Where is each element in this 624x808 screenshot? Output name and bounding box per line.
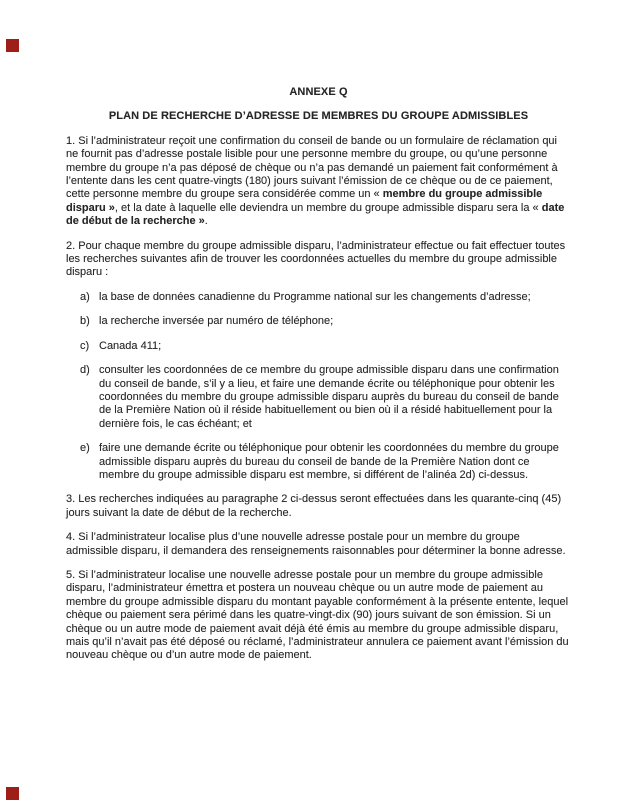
list-item [66,340,571,353]
paragraph-3: 3. Les recherches indiquées au paragraphe 2 ci-dessus seront effectuées dans les quarante-cinq (45) jours suivant la date de début de la recherche. [66,493,562,519]
document-heading: ANNEXE Q [289,86,348,98]
document-subheading: PLAN DE RECHERCHE D’ADRESSE DE MEMBRES DU GROUPE ADMISSIBLES [108,110,529,123]
address-search-list [66,291,571,482]
list-item-text: faire une demande écrite ou téléphonique pour obtenir les coordonnées du membre du groupe admissible disparu auprès du bureau du conseil de bande de la Première Nation dont ce membre du groupe admissible disparu est membre, si différent de l’alinéa 2d) ci-dessus. [99,442,559,481]
paragraph-4: 4. Si l’administrateur localise plus d’une nouvelle adresse postale pour un membre du groupe admissible disparu, il demandera des renseignements raisonnables pour déterminer la bonne adresse. [66,531,566,557]
scan-mark-bottom-left [6,787,19,800]
list-item-text: consulter les coordonnées de ce membre du groupe admissible disparu dans une confirmation du conseil de bande, s’il y a lieu, et faire une demande écrite ou téléphonique pour obtenir les coordonnées du membre du groupe admissible disparu auprès du bureau du conseil de bande de la Première Nation où il réside habituellement ou bien où il a résidé habituellement pour la dernière fois, le cas échéant; et [99,364,559,430]
list-item-label: a) [80,290,90,303]
paragraph-2: 2. Pour chaque membre du groupe admissible disparu, l’administrateur effectue ou fait effectuer toutes les recherches suivantes afin de trouver les coordonnées actuelles du membre du groupe admissible disparu : [66,239,566,279]
list-item-text: Canada 411; [99,339,162,352]
list-item [66,291,571,304]
list-item [66,442,571,482]
paragraph-1: 1. Si l’administrateur reçoit une confirmation du conseil de bande ou un formulaire de réclamation qui ne fournit pas d’adresse postale lisible pour une personne membre du groupe, ou qu’une personne membre du groupe n’a pas déposé de chèque ou n’a pas demandé un paiement fait conformément à l’entente dans les cent quatre-vingts (180) jours suivant l’émission de ce chèque ou de ce paiement, cette personne membre du groupe sera considérée comme un « membre du groupe admissible disparu », et la date à laquelle elle deviendra un membre du groupe admissible disparu sera la « date de début de la recherche ». [66,134,565,228]
list-item [66,364,571,431]
list-item-text: la base de données canadienne du Programme national sur les changements d’adresse; [99,290,531,303]
list-item [66,315,571,328]
scan-mark-top-left [6,39,19,52]
list-item-label: e) [80,442,90,455]
list-item-label: b) [80,315,90,328]
list-item-label: c) [80,339,90,352]
document-body [66,86,571,674]
list-item-label: d) [80,364,90,377]
paragraph-5: 5. Si l’administrateur localise une nouvelle adresse postale pour un membre du groupe admissible disparu, l’administrateur émettra et postera un nouveau chèque ou un autre mode de paiement au membre du groupe admissible disparu du montant payable conformément à la présente entente, lequel chèque ou paiement sera périmé dans les quatre-vingt-dix (90) jours suivant de son émission. Si un chèque ou un autre mode de paiement avait déjà été émis au membre du groupe admissible disparu, mais qu’il n’avait pas été déposé ou réclamé, l’administrateur annulera ce paiement avant l’émission du nouveau chèque ou d’un autre mode de paiement. [66,568,569,662]
list-item-text: la recherche inversée par numéro de téléphone; [99,315,334,328]
